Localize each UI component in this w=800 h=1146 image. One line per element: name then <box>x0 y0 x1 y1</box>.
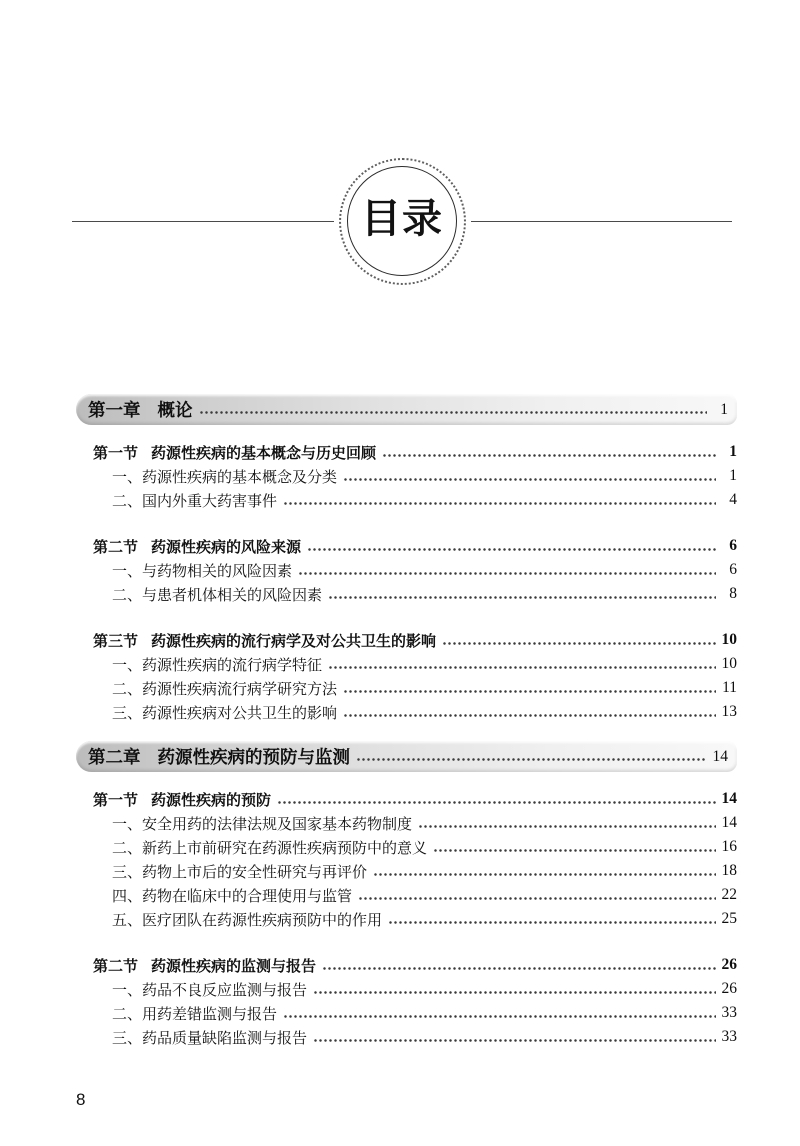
dot-leader <box>277 787 716 811</box>
dot-leader <box>343 700 716 724</box>
item-row <box>72 859 737 883</box>
chapter-title: 概论 <box>157 400 193 420</box>
dot-leader <box>373 859 716 883</box>
item-title: 一、安全用药的法律法规及国家基本药物制度 <box>112 815 413 833</box>
item-title: 二、与患者机体相关的风险因素 <box>112 586 323 604</box>
section-row <box>72 440 737 464</box>
section-group <box>72 534 737 606</box>
page-number: 14 <box>712 747 728 765</box>
page-number: 10 <box>721 655 737 672</box>
page-number: 1 <box>729 443 737 460</box>
item-row <box>72 977 737 1001</box>
item-row <box>72 1025 737 1049</box>
toc-title: 目录 <box>361 197 443 241</box>
page-number: 13 <box>721 703 737 720</box>
page-number: 4 <box>729 491 737 508</box>
item-row <box>72 883 737 907</box>
item-row <box>72 811 737 835</box>
item-row <box>72 488 737 512</box>
toc-title-badge <box>339 158 466 285</box>
dot-leader <box>328 582 716 606</box>
page-number: 26 <box>721 980 737 997</box>
dot-leader <box>199 394 708 425</box>
section-title: 药源性疾病的预防 <box>151 791 272 809</box>
section-row <box>72 953 737 977</box>
page-number: 11 <box>722 679 737 696</box>
item-row <box>72 835 737 859</box>
item-row <box>72 582 737 606</box>
section-label: 第三节 <box>93 632 139 650</box>
item-title: 二、药源性疾病流行病学研究方法 <box>112 680 338 698</box>
section-label: 第一节 <box>93 444 139 462</box>
item-title: 一、药源性疾病的流行病学特征 <box>112 656 323 674</box>
page-number: 14 <box>721 814 737 831</box>
item-title: 一、药源性疾病的基本概念及分类 <box>112 468 338 486</box>
page-number: 16 <box>721 838 737 855</box>
dot-leader <box>343 464 716 488</box>
dot-leader <box>322 953 716 977</box>
dot-leader <box>313 1025 716 1049</box>
dot-leader <box>442 628 716 652</box>
item-title: 二、用药差错监测与报告 <box>112 1005 278 1023</box>
section-title: 药源性疾病的风险来源 <box>151 538 302 556</box>
dot-leader <box>343 676 716 700</box>
section-label: 第一节 <box>93 791 139 809</box>
page-number: 18 <box>721 862 737 879</box>
dot-leader <box>358 883 716 907</box>
section-group <box>72 953 737 1049</box>
page-number: 25 <box>721 910 737 927</box>
section-label: 第二节 <box>93 538 139 556</box>
item-row <box>72 907 737 931</box>
dot-leader <box>298 558 716 582</box>
section-row <box>72 534 737 558</box>
page-number: 10 <box>721 631 737 648</box>
section-title: 药源性疾病的流行病学及对公共卫生的影响 <box>151 632 437 650</box>
page-number: 8 <box>729 585 737 602</box>
page-number: 26 <box>721 956 737 973</box>
page-number: 33 <box>721 1004 737 1021</box>
item-row <box>72 1001 737 1025</box>
chapter-label: 第一章 <box>88 400 141 420</box>
page-number: 14 <box>721 790 737 807</box>
item-row <box>72 676 737 700</box>
page-number: 22 <box>721 886 737 903</box>
dot-leader <box>433 835 716 859</box>
section-label: 第二节 <box>93 957 139 975</box>
section-title: 药源性疾病的监测与报告 <box>151 957 317 975</box>
item-title: 二、国内外重大药害事件 <box>112 492 278 510</box>
toc-title-badge-inner <box>347 166 457 276</box>
toc-body <box>72 394 737 1049</box>
dot-leader <box>418 811 716 835</box>
item-title: 五、医疗团队在药源性疾病预防中的作用 <box>112 911 383 929</box>
toc-header <box>72 155 732 287</box>
item-title: 三、药品质量缺陷监测与报告 <box>112 1029 308 1047</box>
dot-leader <box>313 977 716 1001</box>
item-row <box>72 558 737 582</box>
footer-page-number: 8 <box>76 1090 86 1109</box>
item-title: 二、新药上市前研究在药源性疾病预防中的意义 <box>112 839 428 857</box>
item-title: 一、与药物相关的风险因素 <box>112 562 293 580</box>
header-rule-left <box>72 221 334 222</box>
page-number: 6 <box>729 537 737 554</box>
dot-leader <box>382 440 716 464</box>
page-number: 6 <box>729 561 737 578</box>
dot-leader <box>356 741 707 772</box>
header-rule-right <box>471 221 733 222</box>
item-title: 四、药物在临床中的合理使用与监管 <box>112 887 353 905</box>
page-number: 1 <box>720 400 728 418</box>
dot-leader <box>328 652 716 676</box>
item-title: 一、药品不良反应监测与报告 <box>112 981 308 999</box>
section-group <box>72 628 737 724</box>
section-group <box>72 787 737 931</box>
dot-leader <box>283 488 716 512</box>
dot-leader <box>388 907 716 931</box>
dot-leader <box>307 534 716 558</box>
page-number: 1 <box>729 467 737 484</box>
item-row <box>72 652 737 676</box>
item-title: 三、药物上市后的安全性研究与再评价 <box>112 863 368 881</box>
item-title: 三、药源性疾病对公共卫生的影响 <box>112 704 338 722</box>
page-number: 33 <box>721 1028 737 1045</box>
chapter-heading-2 <box>76 741 737 772</box>
chapter-heading-1 <box>76 394 737 425</box>
dot-leader <box>283 1001 716 1025</box>
section-group <box>72 440 737 512</box>
chapter-label: 第二章 <box>88 747 141 767</box>
chapter-title: 药源性疾病的预防与监测 <box>157 747 350 767</box>
section-row <box>72 628 737 652</box>
item-row <box>72 464 737 488</box>
section-title: 药源性疾病的基本概念与历史回顾 <box>151 444 377 462</box>
item-row <box>72 700 737 724</box>
section-row <box>72 787 737 811</box>
